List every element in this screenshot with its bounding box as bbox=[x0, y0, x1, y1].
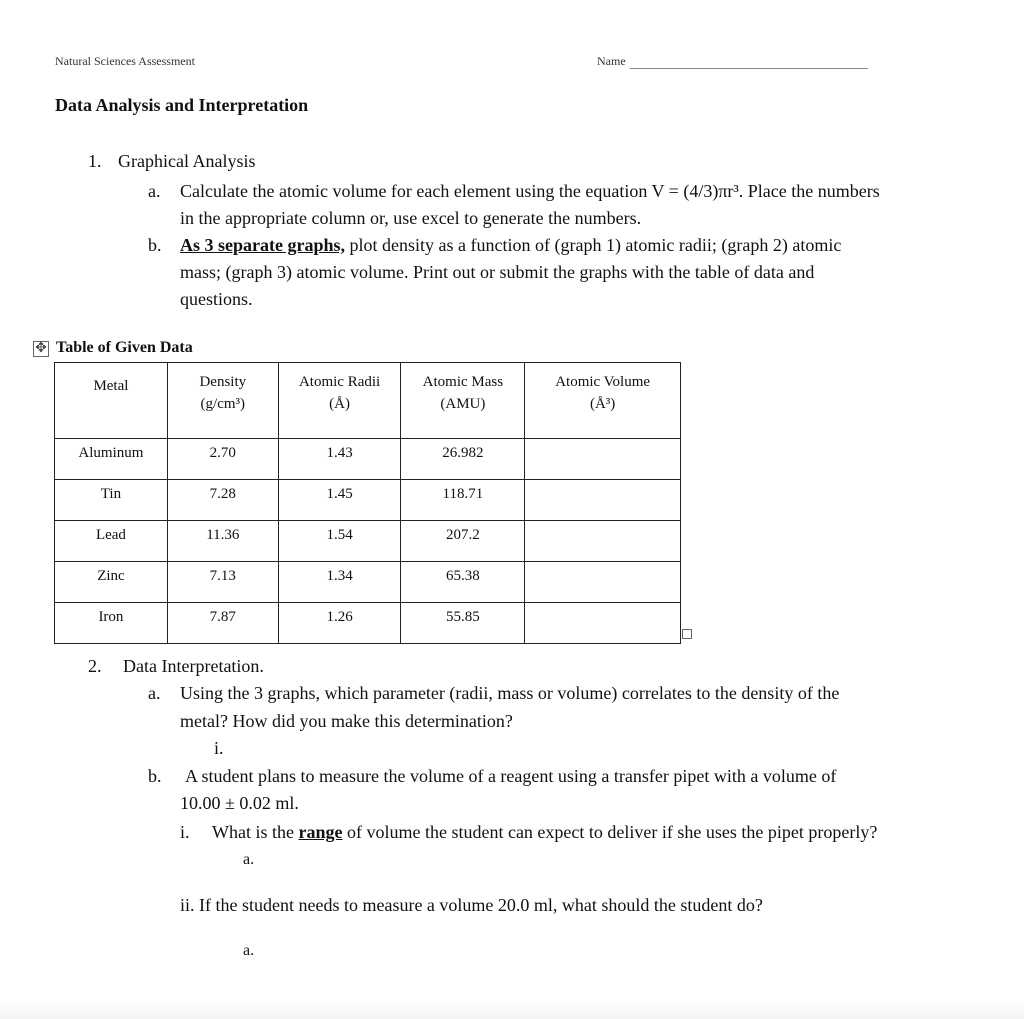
page-title: Data Analysis and Interpretation bbox=[55, 95, 309, 115]
section2-a-subitem: i. bbox=[214, 738, 224, 758]
header-atomic-volume: Atomic Volume (Å³) bbox=[525, 363, 681, 439]
section1-a-line2: in the appropriate column or, use excel to generate the numbers. bbox=[180, 208, 642, 228]
table-row bbox=[55, 521, 681, 562]
table-caption: Table of Given Data bbox=[56, 339, 193, 356]
section1-b-line2: mass; (graph 3) atomic volume. Print out or submit the graphs with the table of data and bbox=[180, 262, 815, 282]
section1-b-line1-rest: plot density as a function of (graph 1) atomic radii; (graph 2) atomic bbox=[345, 235, 842, 255]
cell-radii: 1.43 bbox=[278, 439, 401, 480]
data-table bbox=[54, 362, 681, 644]
range-emphasis: range bbox=[298, 822, 343, 842]
cell-radii: 1.34 bbox=[278, 562, 401, 603]
section1-b-line1 bbox=[180, 232, 841, 259]
section2-b-line2: 10.00 ± 0.02 ml. bbox=[180, 793, 299, 813]
cell-volume-input[interactable] bbox=[525, 480, 681, 521]
cell-radii: 1.54 bbox=[278, 521, 401, 562]
table-header-row bbox=[55, 363, 681, 439]
section2-a-line2: metal? How did you make this determination? bbox=[180, 711, 513, 731]
section2-b-i-question bbox=[212, 819, 877, 846]
cell-volume-input[interactable] bbox=[525, 562, 681, 603]
section1-a-marker: a. bbox=[148, 181, 161, 201]
cell-density: 7.13 bbox=[167, 562, 278, 603]
cell-metal: Iron bbox=[55, 603, 168, 644]
header-metal: Metal bbox=[55, 363, 168, 439]
cell-radii: 1.45 bbox=[278, 480, 401, 521]
section1-a-line1: Calculate the atomic volume for each element using the equation V = (4/3)πr³. Place the numbers bbox=[180, 181, 880, 201]
cell-mass: 207.2 bbox=[401, 521, 525, 562]
cell-volume-input[interactable] bbox=[525, 521, 681, 562]
separate-graphs-emphasis: As 3 separate graphs, bbox=[180, 235, 345, 255]
cell-density: 2.70 bbox=[167, 439, 278, 480]
cell-mass: 26.982 bbox=[401, 439, 525, 480]
cell-mass: 118.71 bbox=[401, 480, 525, 521]
cell-volume-input[interactable] bbox=[525, 439, 681, 480]
section1-number: 1. bbox=[88, 151, 102, 171]
table-row bbox=[55, 603, 681, 644]
table-row bbox=[55, 439, 681, 480]
question-i-pre: What is the bbox=[212, 822, 299, 842]
header-atomic-radii: Atomic Radii (Å) bbox=[278, 363, 401, 439]
section1-b-line3: questions. bbox=[180, 289, 253, 309]
table-resize-handle-icon[interactable] bbox=[682, 629, 692, 639]
section2-b-i-marker: i. bbox=[180, 822, 190, 842]
section2-b-ii-answer: a. bbox=[243, 942, 255, 959]
page-bottom-shadow bbox=[0, 1000, 1024, 1019]
table-row bbox=[55, 480, 681, 521]
cell-radii: 1.26 bbox=[278, 603, 401, 644]
cell-metal: Lead bbox=[55, 521, 168, 562]
header-course-name: Natural Sciences Assessment bbox=[55, 54, 195, 68]
question-i-post: of volume the student can expect to deliver if she uses the pipet properly? bbox=[342, 822, 878, 842]
header-atomic-mass: Atomic Mass (AMU) bbox=[401, 363, 525, 439]
section2-number: 2. bbox=[88, 656, 102, 676]
name-blank-line[interactable] bbox=[630, 68, 868, 69]
section2-b-i-answer: a. bbox=[243, 851, 255, 868]
section2-b-marker: b. bbox=[148, 766, 162, 786]
section2-b-ii-question: ii. If the student needs to measure a volume 20.0 ml, what should the student do? bbox=[180, 895, 763, 915]
cell-metal: Zinc bbox=[55, 562, 168, 603]
table-row bbox=[55, 562, 681, 603]
cell-metal: Aluminum bbox=[55, 439, 168, 480]
cell-density: 7.87 bbox=[167, 603, 278, 644]
section2-a-marker: a. bbox=[148, 683, 161, 703]
name-label: Name bbox=[597, 54, 626, 68]
header-density: Density (g/cm³) bbox=[167, 363, 278, 439]
cell-density: 7.28 bbox=[167, 480, 278, 521]
section2-heading: Data Interpretation. bbox=[123, 656, 264, 676]
section1-b-marker: b. bbox=[148, 235, 162, 255]
cell-density: 11.36 bbox=[167, 521, 278, 562]
cell-mass: 55.85 bbox=[401, 603, 525, 644]
section1-heading: Graphical Analysis bbox=[118, 151, 256, 171]
cell-mass: 65.38 bbox=[401, 562, 525, 603]
section2-b-line1: A student plans to measure the volume of a reagent using a transfer pipet with a volume of bbox=[185, 766, 837, 786]
section2-a-line1: Using the 3 graphs, which parameter (radii, mass or volume) correlates to the density of the bbox=[180, 683, 840, 703]
table-move-handle-icon[interactable]: ✥ bbox=[33, 341, 49, 357]
cell-volume-input[interactable] bbox=[525, 603, 681, 644]
cell-metal: Tin bbox=[55, 480, 168, 521]
